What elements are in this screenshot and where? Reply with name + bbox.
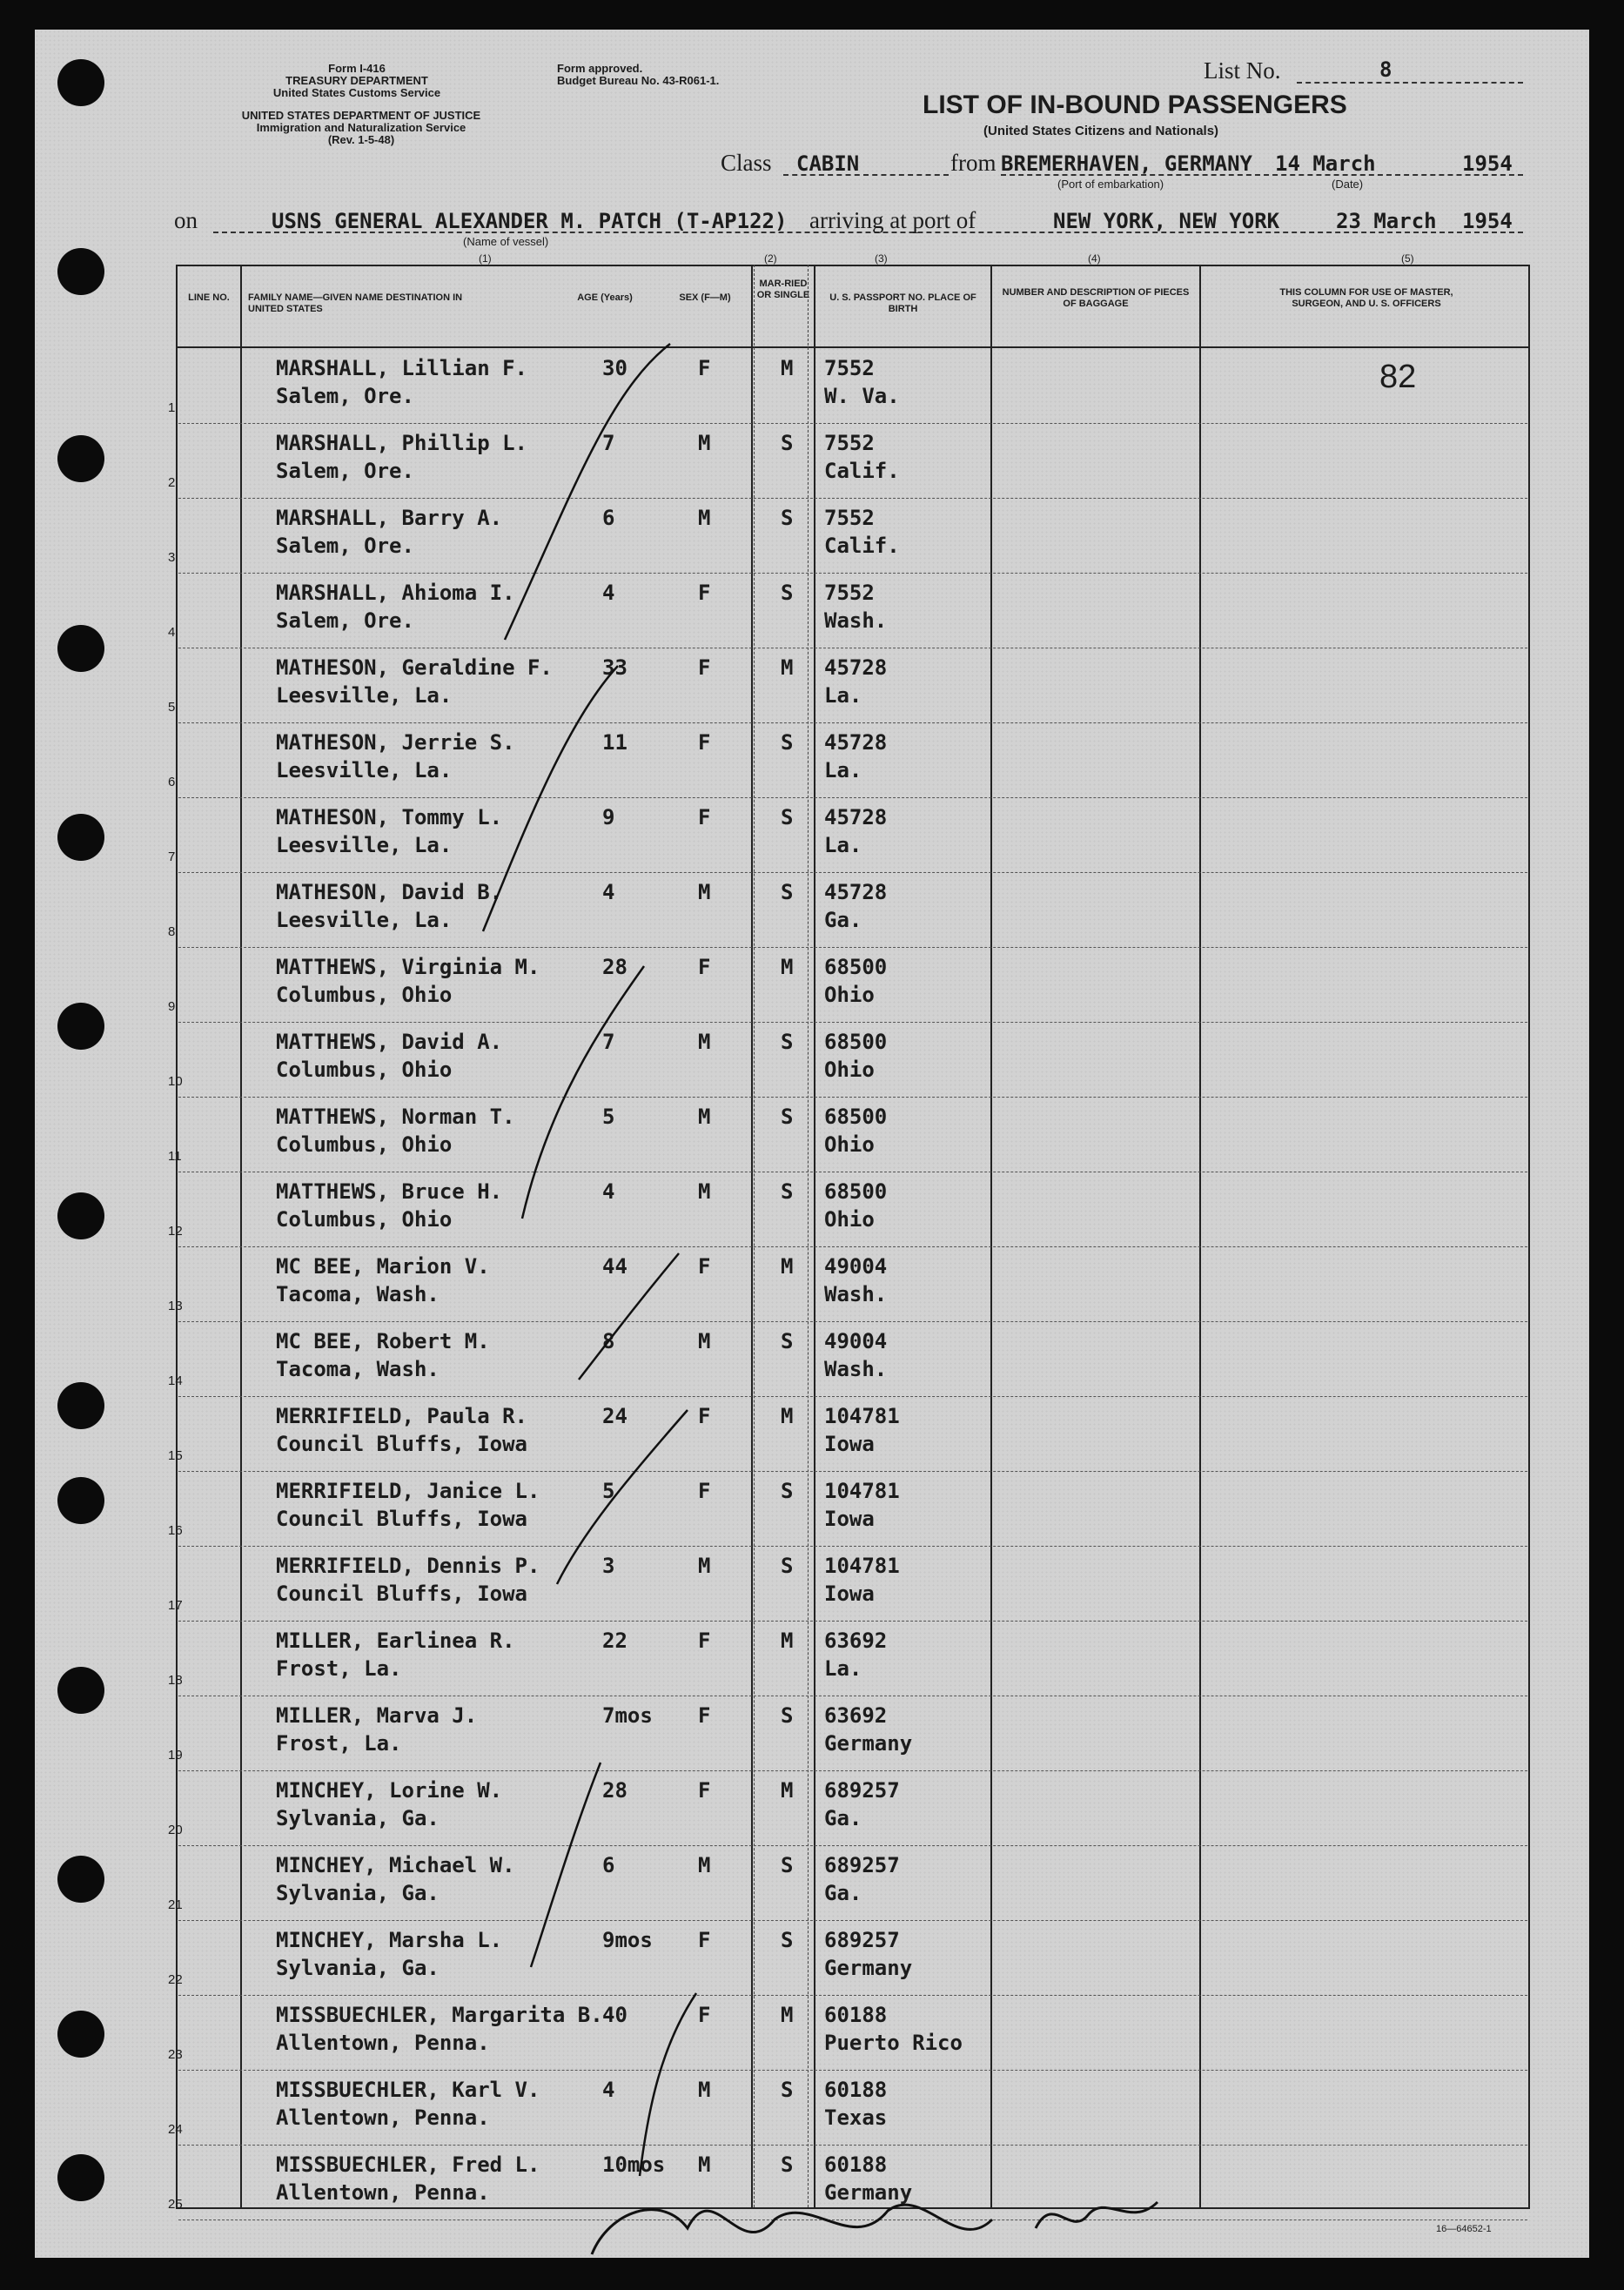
passenger-name: MATTHEWS, Norman T. — [276, 1105, 515, 1129]
line-number: 4 — [168, 625, 176, 640]
passport-number: 60188 — [824, 2078, 888, 2102]
place-of-birth: Germany — [824, 1956, 913, 1980]
on-label: on — [174, 207, 198, 233]
sex: F — [698, 1629, 711, 1653]
passport-number: 7552 — [824, 356, 875, 380]
destination: Sylvania, Ga. — [276, 1956, 440, 1980]
destination: Salem, Ore. — [276, 608, 414, 633]
destination: Council Bluffs, Iowa — [276, 1507, 527, 1531]
marital-status: S — [781, 1928, 794, 1952]
passport-number: 45728 — [824, 805, 888, 829]
line-number: 10 — [168, 1074, 183, 1089]
passport-number: 104781 — [824, 1404, 900, 1428]
header-line-no: LINE NO. — [188, 292, 230, 303]
list-no-value: 8 — [1379, 57, 1392, 82]
sex: F — [698, 1703, 711, 1728]
passport-number: 68500 — [824, 1179, 888, 1204]
embarkation-port: BREMERHAVEN, GERMANY — [1001, 151, 1252, 176]
bracket-stroke — [531, 1763, 601, 1967]
passenger-name: MARSHALL, Barry A. — [276, 506, 503, 530]
sex: F — [698, 1479, 711, 1503]
place-of-birth: Iowa — [824, 1582, 875, 1606]
class-label: Class — [721, 150, 772, 176]
bracket-stroke — [640, 1993, 696, 2176]
passport-number: 689257 — [824, 1853, 900, 1877]
line-number: 3 — [168, 550, 176, 565]
header-age: AGE (Years) — [577, 292, 633, 303]
page-title: LIST OF IN-BOUND PASSENGERS — [923, 91, 1347, 119]
place-of-birth: Puerto Rico — [824, 2031, 963, 2055]
bracket-stroke — [522, 966, 644, 1219]
passport-number: 63692 — [824, 1629, 888, 1653]
place-of-birth: Iowa — [824, 1432, 875, 1456]
column-number-4: (4) — [1088, 252, 1101, 265]
marital-status: S — [781, 880, 794, 904]
sex: F — [698, 356, 711, 380]
page-subtitle: (United States Citizens and Nationals) — [983, 124, 1219, 138]
passport-number: 7552 — [824, 581, 875, 605]
sex: F — [698, 1254, 711, 1279]
place-of-birth: Ga. — [824, 908, 862, 932]
marital-status: M — [781, 655, 794, 680]
place-of-birth: Texas — [824, 2105, 888, 2130]
arrival-date: 23 March — [1336, 209, 1437, 233]
marital-status: S — [781, 1105, 794, 1129]
line-number: 7 — [168, 850, 176, 864]
destination: Leesville, La. — [276, 908, 453, 932]
destination: Salem, Ore. — [276, 459, 414, 483]
passport-number: 689257 — [824, 1928, 900, 1952]
marital-status: S — [781, 1479, 794, 1503]
line-number: 22 — [168, 1972, 183, 1987]
sex: F — [698, 581, 711, 605]
age: 8 — [602, 1329, 615, 1353]
bracket-stroke — [579, 1253, 679, 1380]
line-number: 15 — [168, 1448, 183, 1463]
destination: Columbus, Ohio — [276, 1058, 453, 1082]
passenger-name: MISSBUECHLER, Margarita B. — [276, 2003, 603, 2027]
age: 30 — [602, 356, 627, 380]
column-number-1: (1) — [479, 252, 492, 265]
destination: Council Bluffs, Iowa — [276, 1432, 527, 1456]
sex: M — [698, 1853, 711, 1877]
marital-status: S — [781, 1554, 794, 1578]
place-of-birth: Ga. — [824, 1806, 862, 1830]
arrival-year: 1954 — [1462, 209, 1513, 233]
marital-status: S — [781, 1030, 794, 1054]
marital-status: S — [781, 431, 794, 455]
passenger-name: MATTHEWS, Bruce H. — [276, 1179, 503, 1204]
place-of-birth: Wash. — [824, 608, 888, 633]
sex: M — [698, 1105, 711, 1129]
marital-status: M — [781, 1254, 794, 1279]
age: 5 — [602, 1105, 615, 1129]
sex: M — [698, 1179, 711, 1204]
line-number: 13 — [168, 1299, 183, 1313]
marital-status: S — [781, 1179, 794, 1204]
passport-number: 68500 — [824, 1105, 888, 1129]
marital-status: S — [781, 2078, 794, 2102]
signature-date-stroke — [1036, 2202, 1158, 2228]
marital-status: M — [781, 955, 794, 979]
destination: Sylvania, Ga. — [276, 1806, 440, 1830]
passenger-name: MINCHEY, Michael W. — [276, 1853, 515, 1877]
class-value: CABIN — [796, 151, 860, 176]
bracket-stroke — [505, 344, 670, 640]
place-of-birth: La. — [824, 1656, 862, 1681]
destination: Salem, Ore. — [276, 384, 414, 408]
place-of-birth: Ohio — [824, 1132, 875, 1157]
bracket-stroke — [483, 666, 618, 931]
revision-label: (Rev. 1-5-48) — [327, 133, 395, 146]
passport-number: 689257 — [824, 1778, 900, 1803]
passenger-name: MATTHEWS, Virginia M. — [276, 955, 540, 979]
column-number-5: (5) — [1401, 252, 1414, 265]
signature-stroke — [592, 2205, 992, 2254]
passport-number: 68500 — [824, 955, 888, 979]
passenger-name: MARSHALL, Phillip L. — [276, 431, 527, 455]
line-number: 19 — [168, 1748, 183, 1763]
line-number: 24 — [168, 2122, 183, 2137]
destination: Leesville, La. — [276, 758, 453, 782]
place-of-birth: La. — [824, 683, 862, 708]
destination: Columbus, Ohio — [276, 1207, 453, 1232]
sex: F — [698, 655, 711, 680]
place-of-birth: W. Va. — [824, 384, 900, 408]
age: 24 — [602, 1404, 627, 1428]
line-number: 21 — [168, 1897, 183, 1912]
line-number: 25 — [168, 2197, 183, 2212]
age: 4 — [602, 880, 615, 904]
destination: Salem, Ore. — [276, 534, 414, 558]
age: 44 — [602, 1254, 627, 1279]
sex: M — [698, 506, 711, 530]
place-of-birth: Ohio — [824, 1207, 875, 1232]
place-of-birth: Calif. — [824, 534, 900, 558]
officer-note: 82 — [1379, 359, 1417, 395]
sex: M — [698, 2078, 711, 2102]
passport-number: 49004 — [824, 1254, 888, 1279]
line-number: 11 — [168, 1149, 182, 1164]
passenger-name: MARSHALL, Ahioma I. — [276, 581, 515, 605]
destination: Leesville, La. — [276, 833, 453, 857]
header-officers: THIS COLUMN FOR USE OF MASTER, SURGEON, AND U. S. OFFICERS — [1279, 287, 1453, 309]
marital-status: S — [781, 1703, 794, 1728]
age: 28 — [602, 955, 627, 979]
sex: M — [698, 1030, 711, 1054]
passport-number: 7552 — [824, 506, 875, 530]
place-of-birth: Ohio — [824, 1058, 875, 1082]
passenger-name: MERRIFIELD, Dennis P. — [276, 1554, 540, 1578]
sex: F — [698, 2003, 711, 2027]
age: 9mos — [602, 1928, 653, 1952]
vessel-caption: (Name of vessel) — [463, 235, 549, 248]
sex: M — [698, 431, 711, 455]
line-number: 12 — [168, 1224, 183, 1239]
destination: Allentown, Penna. — [276, 2180, 490, 2205]
checkmark-strokes — [483, 344, 696, 2176]
destination: Allentown, Penna. — [276, 2031, 490, 2055]
marital-status: M — [781, 1404, 794, 1428]
destination: Frost, La. — [276, 1731, 402, 1756]
date-caption: (Date) — [1332, 178, 1364, 191]
marital-status: S — [781, 805, 794, 829]
sex: F — [698, 1778, 711, 1803]
place-of-birth: Calif. — [824, 459, 900, 483]
age: 4 — [602, 1179, 615, 1204]
age: 40 — [602, 2003, 627, 2027]
from-label: from — [950, 150, 997, 176]
marital-status: S — [781, 1853, 794, 1877]
age: 4 — [602, 2078, 615, 2102]
sex: M — [698, 1554, 711, 1578]
line-number: 20 — [168, 1823, 183, 1837]
passport-number: 49004 — [824, 1329, 888, 1353]
destination: Frost, La. — [276, 1656, 402, 1681]
sex: F — [698, 805, 711, 829]
age: 10mos — [602, 2152, 666, 2177]
line-number: 5 — [168, 700, 176, 715]
arriving-label: arriving at port of — [809, 207, 976, 233]
age: 7 — [602, 1030, 615, 1054]
place-of-birth: La. — [824, 833, 862, 857]
age: 28 — [602, 1778, 627, 1803]
embarkation-year: 1954 — [1462, 151, 1513, 176]
place-of-birth: Wash. — [824, 1357, 888, 1381]
sex: M — [698, 2152, 711, 2177]
age: 7mos — [602, 1703, 653, 1728]
line-number: 2 — [168, 475, 176, 490]
passport-number: 68500 — [824, 1030, 888, 1054]
place-of-birth: Ga. — [824, 1881, 862, 1905]
sex: M — [698, 880, 711, 904]
line-number: 6 — [168, 775, 176, 789]
passenger-name: MATHESON, Tommy L. — [276, 805, 503, 829]
passport-number: 60188 — [824, 2003, 888, 2027]
header-sex: SEX (F—M) — [679, 292, 731, 303]
passport-number: 45728 — [824, 655, 888, 680]
age: 6 — [602, 506, 615, 530]
sex: F — [698, 730, 711, 755]
sex: F — [698, 1928, 711, 1952]
sex: F — [698, 955, 711, 979]
budget-number: Budget Bureau No. 43-R061-1. — [557, 74, 720, 87]
passenger-name: MERRIFIELD, Paula R. — [276, 1404, 527, 1428]
passenger-name: MINCHEY, Lorine W. — [276, 1778, 503, 1803]
header-passport: U. S. PASSPORT NO. PLACE OF BIRTH — [829, 292, 976, 314]
column-number-3: (3) — [875, 252, 888, 265]
sex: M — [698, 1329, 711, 1353]
column-number-2: (2) — [764, 252, 777, 265]
age: 4 — [602, 581, 615, 605]
justice-label: UNITED STATES DEPARTMENT OF JUSTICE — [241, 109, 481, 122]
list-no-label: List No. — [1204, 57, 1281, 84]
place-of-birth: Iowa — [824, 1507, 875, 1531]
header-name: FAMILY NAME—GIVEN NAME DESTINATION IN UNITED STATES — [248, 292, 463, 314]
marital-status: S — [781, 2152, 794, 2177]
ins-label: Immigration and Naturalization Service — [256, 121, 466, 134]
marital-status: S — [781, 581, 794, 605]
vessel-name: USNS GENERAL ALEXANDER M. PATCH (T-AP122) — [272, 209, 788, 233]
port-caption: (Port of embarkation) — [1057, 178, 1164, 191]
destination: Sylvania, Ga. — [276, 1881, 440, 1905]
age: 6 — [602, 1853, 615, 1877]
customs-label: United States Customs Service — [272, 86, 441, 99]
destination: Columbus, Ohio — [276, 983, 453, 1007]
destination: Tacoma, Wash. — [276, 1357, 440, 1381]
destination: Allentown, Penna. — [276, 2105, 490, 2130]
place-of-birth: La. — [824, 758, 862, 782]
marital-status: M — [781, 1629, 794, 1653]
embarkation-date: 14 March — [1275, 151, 1376, 176]
line-number: 18 — [168, 1673, 183, 1688]
marital-status: M — [781, 2003, 794, 2027]
treasury-label: TREASURY DEPARTMENT — [285, 74, 428, 87]
passport-number: 60188 — [824, 2152, 888, 2177]
passport-number: 63692 — [824, 1703, 888, 1728]
passenger-name: MATHESON, David B. — [276, 880, 503, 904]
age: 33 — [602, 655, 627, 680]
age: 5 — [602, 1479, 615, 1503]
header-baggage: NUMBER AND DESCRIPTION OF PIECES OF BAGGAGE — [1002, 287, 1190, 309]
passenger-name: MERRIFIELD, Janice L. — [276, 1479, 540, 1503]
passport-number: 104781 — [824, 1554, 900, 1578]
passenger-name: MINCHEY, Marsha L. — [276, 1928, 503, 1952]
passenger-name: MATHESON, Geraldine F. — [276, 655, 553, 680]
place-of-birth: Germany — [824, 2180, 913, 2205]
line-number: 8 — [168, 924, 176, 939]
passenger-name: MATHESON, Jerrie S. — [276, 730, 515, 755]
passenger-name: MATTHEWS, David A. — [276, 1030, 503, 1054]
age: 11 — [602, 730, 627, 755]
line-number: 17 — [168, 1598, 183, 1613]
age: 9 — [602, 805, 615, 829]
passenger-name: MC BEE, Robert M. — [276, 1329, 490, 1353]
header-married: MAR-RIED OR SINGLE — [756, 279, 810, 300]
signature-mark — [592, 2202, 1158, 2254]
line-number: 1 — [168, 400, 176, 415]
passport-number: 7552 — [824, 431, 875, 455]
passenger-name: MISSBUECHLER, Karl V. — [276, 2078, 540, 2102]
line-number: 14 — [168, 1373, 183, 1388]
line-number: 16 — [168, 1523, 183, 1538]
line-number: 9 — [168, 999, 176, 1014]
destination: Columbus, Ohio — [276, 1132, 453, 1157]
age: 3 — [602, 1554, 615, 1578]
passport-number: 45728 — [824, 880, 888, 904]
passenger-name: MC BEE, Marion V. — [276, 1254, 490, 1279]
bracket-stroke — [557, 1410, 688, 1584]
line-number: 23 — [168, 2047, 183, 2062]
marital-status: S — [781, 730, 794, 755]
marital-status: M — [781, 1778, 794, 1803]
form-number: Form I-416 — [328, 62, 386, 75]
arrival-port: NEW YORK, NEW YORK — [1053, 209, 1280, 233]
age: 22 — [602, 1629, 627, 1653]
footer-code: 16—64652-1 — [1436, 2224, 1492, 2234]
marital-status: S — [781, 506, 794, 530]
age: 7 — [602, 431, 615, 455]
passenger-name: MILLER, Earlinea R. — [276, 1629, 515, 1653]
passenger-name: MARSHALL, Lillian F. — [276, 356, 527, 380]
passport-number: 45728 — [824, 730, 888, 755]
sex: F — [698, 1404, 711, 1428]
passenger-name: MILLER, Marva J. — [276, 1703, 478, 1728]
place-of-birth: Ohio — [824, 983, 875, 1007]
form-approved: Form approved. — [557, 62, 643, 75]
place-of-birth: Wash. — [824, 1282, 888, 1306]
destination: Leesville, La. — [276, 683, 453, 708]
destination: Tacoma, Wash. — [276, 1282, 440, 1306]
marital-status: S — [781, 1329, 794, 1353]
place-of-birth: Germany — [824, 1731, 913, 1756]
destination: Council Bluffs, Iowa — [276, 1582, 527, 1606]
passenger-name: MISSBUECHLER, Fred L. — [276, 2152, 540, 2177]
marital-status: M — [781, 356, 794, 380]
passport-number: 104781 — [824, 1479, 900, 1503]
